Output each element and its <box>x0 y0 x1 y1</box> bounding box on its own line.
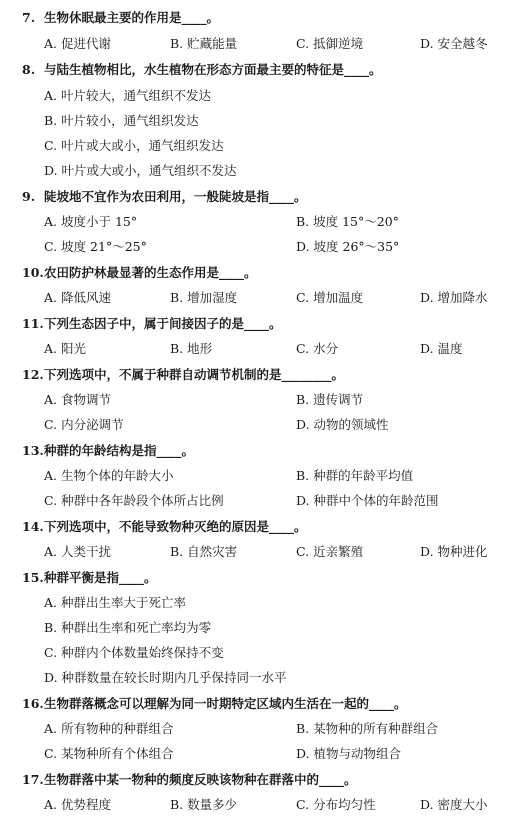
question-text: 陡坡地不宜作为农田利用，一般陡坡是指____。 <box>44 189 307 204</box>
option-c: C. 内分泌调节 <box>44 417 124 432</box>
question-15 <box>22 570 157 586</box>
question-13 <box>22 443 194 459</box>
option-d: D. 动物的领域性 <box>296 417 389 432</box>
question-number: 14. <box>22 519 44 534</box>
question-12 <box>22 367 344 383</box>
option-d: D. 坡度 26°～35° <box>296 239 400 254</box>
question-number: 15. <box>22 570 44 585</box>
option-d: D. 叶片或大或小，通气组织不发达 <box>44 163 237 178</box>
question-text: 生物休眠最主要的作用是____。 <box>44 10 220 25</box>
option-c: C. 增加温度 <box>296 290 364 305</box>
option-d: D. 物种进化 <box>420 544 488 559</box>
question-text: 生物群落概念可以理解为同一时期特定区域内生活在一起的____。 <box>44 696 407 711</box>
question-number: 16. <box>22 696 44 711</box>
option-d: D. 种群数量在较长时期内几乎保持同一水平 <box>44 670 287 685</box>
option-c: C. 近亲繁殖 <box>296 544 364 559</box>
option-c: C. 叶片或大或小，通气组织发达 <box>44 138 224 153</box>
question-8 <box>22 62 382 78</box>
option-d: D. 安全越冬 <box>420 36 488 51</box>
question-text: 下列选项中，不属于种群自动调节机制的是________。 <box>44 367 345 382</box>
question-10 <box>22 265 257 281</box>
option-a: A. 坡度小于 15° <box>44 214 138 229</box>
option-a: A. 阳光 <box>44 341 86 356</box>
option-c: C. 种群中各年龄段个体所占比例 <box>44 493 224 508</box>
question-text: 下列生态因子中，属于间接因子的是____。 <box>44 316 282 331</box>
question-14 <box>22 519 307 535</box>
option-d: D. 温度 <box>420 341 463 356</box>
option-c: C. 某物种所有个体组合 <box>44 746 174 761</box>
option-b: B. 贮藏能量 <box>170 36 238 51</box>
option-b: B. 增加湿度 <box>170 290 238 305</box>
option-a: A. 食物调节 <box>44 392 111 407</box>
option-b: B. 数量多少 <box>170 797 238 812</box>
question-number: 10. <box>22 265 44 280</box>
question-text: 下列选项中，不能导致物种灭绝的原因是____。 <box>44 519 307 534</box>
question-number: 13. <box>22 443 44 458</box>
option-a: A. 降低风速 <box>44 290 111 305</box>
option-d: D. 植物与动物组合 <box>296 746 402 761</box>
option-a: A. 促进代谢 <box>44 36 111 51</box>
question-text: 农田防护林最显著的生态作用是____。 <box>44 265 257 280</box>
option-c: C. 水分 <box>296 341 339 356</box>
option-a: A. 种群出生率大于死亡率 <box>44 595 186 610</box>
question-text: 与陆生植物相比，水生植物在形态方面最主要的特征是____。 <box>44 62 382 77</box>
option-b: B. 叶片较小，通气组织发达 <box>44 113 199 128</box>
option-d: D. 增加降水 <box>420 290 488 305</box>
question-number: 12. <box>22 367 44 382</box>
question-16 <box>22 696 407 712</box>
option-a: A. 生物个体的年龄大小 <box>44 468 174 483</box>
option-a: A. 优势程度 <box>44 797 111 812</box>
question-number: 11. <box>22 316 44 331</box>
question-number: 7. <box>22 10 36 25</box>
question-text: 种群的年龄结构是指____。 <box>44 443 195 458</box>
question-text: 种群平衡是指____。 <box>44 570 157 585</box>
question-9 <box>22 189 307 205</box>
question-number: 8. <box>22 62 36 77</box>
option-a: A. 叶片较大，通气组织不发达 <box>44 88 211 103</box>
option-c: C. 种群内个体数量始终保持不变 <box>44 645 224 660</box>
option-d: D. 种群中个体的年龄范围 <box>296 493 439 508</box>
option-a: A. 人类干扰 <box>44 544 111 559</box>
question-text: 生物群落中某一物种的频度反映该物种在群落中的____。 <box>44 772 357 787</box>
option-b: B. 种群的年龄平均值 <box>296 468 414 483</box>
option-b: B. 坡度 15°～20° <box>296 214 399 229</box>
option-a: A. 所有物种的种群组合 <box>44 721 174 736</box>
option-b: B. 遗传调节 <box>296 392 364 407</box>
option-b: B. 种群出生率和死亡率均为零 <box>44 620 212 635</box>
option-d: D. 密度大小 <box>420 797 488 812</box>
option-b: B. 某物种的所有种群组合 <box>296 721 439 736</box>
question-17 <box>22 772 357 788</box>
question-number: 9. <box>22 189 36 204</box>
question-7 <box>22 10 219 26</box>
option-c: C. 抵御逆境 <box>296 36 364 51</box>
question-11 <box>22 316 282 332</box>
option-c: C. 分布均匀性 <box>296 797 376 812</box>
question-number: 17. <box>22 772 44 787</box>
option-b: B. 自然灾害 <box>170 544 238 559</box>
option-b: B. 地形 <box>170 341 213 356</box>
option-c: C. 坡度 21°～25° <box>44 239 147 254</box>
